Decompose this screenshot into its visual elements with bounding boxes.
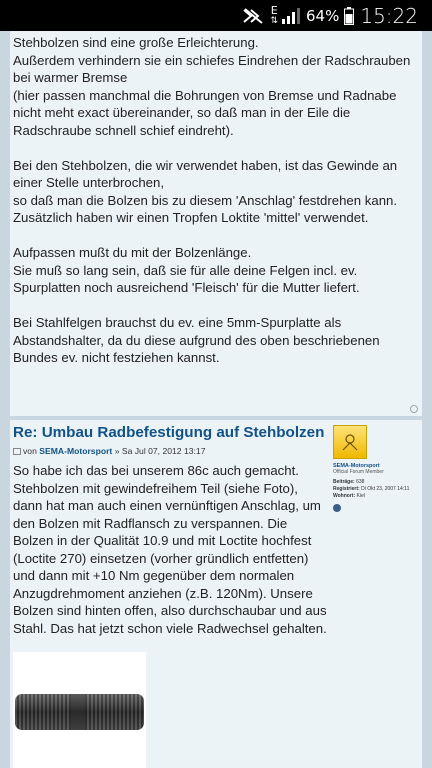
- forum-post: [10, 420, 422, 768]
- post-meta: [13, 446, 205, 456]
- signal-icon: [282, 8, 300, 24]
- back-to-top-icon[interactable]: [410, 405, 418, 413]
- profile-location: Wohnort: Kiel: [333, 493, 365, 499]
- network-type-indicator: E ⇅: [270, 3, 279, 26]
- post-title[interactable]: Re: Umbau Radbefestigung auf Stehbolzen: [13, 424, 325, 441]
- post-body: So habe ich das bei unserem 86c auch gemacht. Stehbolzen mit gewindefreihem Teil (siehe Foto), dann hat man auch einen vernünftigen Anschlag, um den Bolzen mit Radflansch zu verspannen. Die Bolzen in der Qualität 10.9 und mit Loctite hochfest (Loctite 270) einsetzen (vorher gründlich entfetten) und dann mit +10 Nm gegenüber dem normalen Anzugdrehmoment anziehen (z.B. 120Nm). Unsere Bolzen sind hinten offen, also durchschaubar und aus Stahl. Das hat jetzt schon viele Radwechsel gehalten.: [13, 463, 331, 636]
- profile-rank: Official Forum Member: [333, 469, 384, 475]
- stud-bolt-shank: [71, 694, 85, 730]
- post-link-icon[interactable]: [13, 448, 21, 455]
- clock-time: 15:22: [360, 3, 418, 28]
- website-icon[interactable]: [333, 504, 341, 512]
- attached-photo[interactable]: [13, 652, 146, 768]
- profile-posts: Beiträge: 638: [333, 479, 365, 485]
- author-link[interactable]: SEMA-Motorsport: [39, 446, 113, 456]
- post-body: Stehbolzen sind eine große Erleichterung. Außerdem verhindern sie ein schiefes Eindrehen der Radschrauben bei warmer Bremse (hier passen manchmal die Bohrungen von Bremse und Radnabe nicht meht exact übereinander, so daß man in der Eile die Radschraube schnell schief eindreht). Bei den Stehbolzen, die wir verwendet haben, ist das Gewinde an einer Stelle unterbrochen, so daß man die Bolzen bis zu diesem 'Anschlag' festdrehen kann. Zusätzlich haben wir einen Tropfen Loktite 'mittel' verwendet. Aufpassen mußt du mit der Bolzenlänge. Sie muß so lang sein, daß sie für alle deine Felgen incl. ev. Spurplatten noch ausreichend 'Fleisch' für die Mutter liefert. Bei Stahlfelgen brauchst du ev. eine 5mm-Spurplatte als Abstandshalter, da du diese aufgrund des oben beschriebenen Bundes ev. nicht festziehen kannst.: [13, 35, 411, 365]
- forum-post: [10, 31, 422, 416]
- profile-registered: Registriert: Di Okt 23, 2007 14:11: [333, 486, 410, 492]
- status-bar: [0, 0, 432, 31]
- battery-percentage: 64%: [306, 6, 340, 25]
- profile-name[interactable]: SEMA-Motorsport: [333, 463, 380, 469]
- mute-icon: [242, 8, 264, 24]
- author-profile: [333, 425, 421, 512]
- post-date: » Sa Jul 07, 2012 13:17: [114, 446, 206, 456]
- meta-by: von: [23, 446, 37, 456]
- battery-icon: [344, 7, 354, 25]
- avatar[interactable]: [333, 425, 367, 459]
